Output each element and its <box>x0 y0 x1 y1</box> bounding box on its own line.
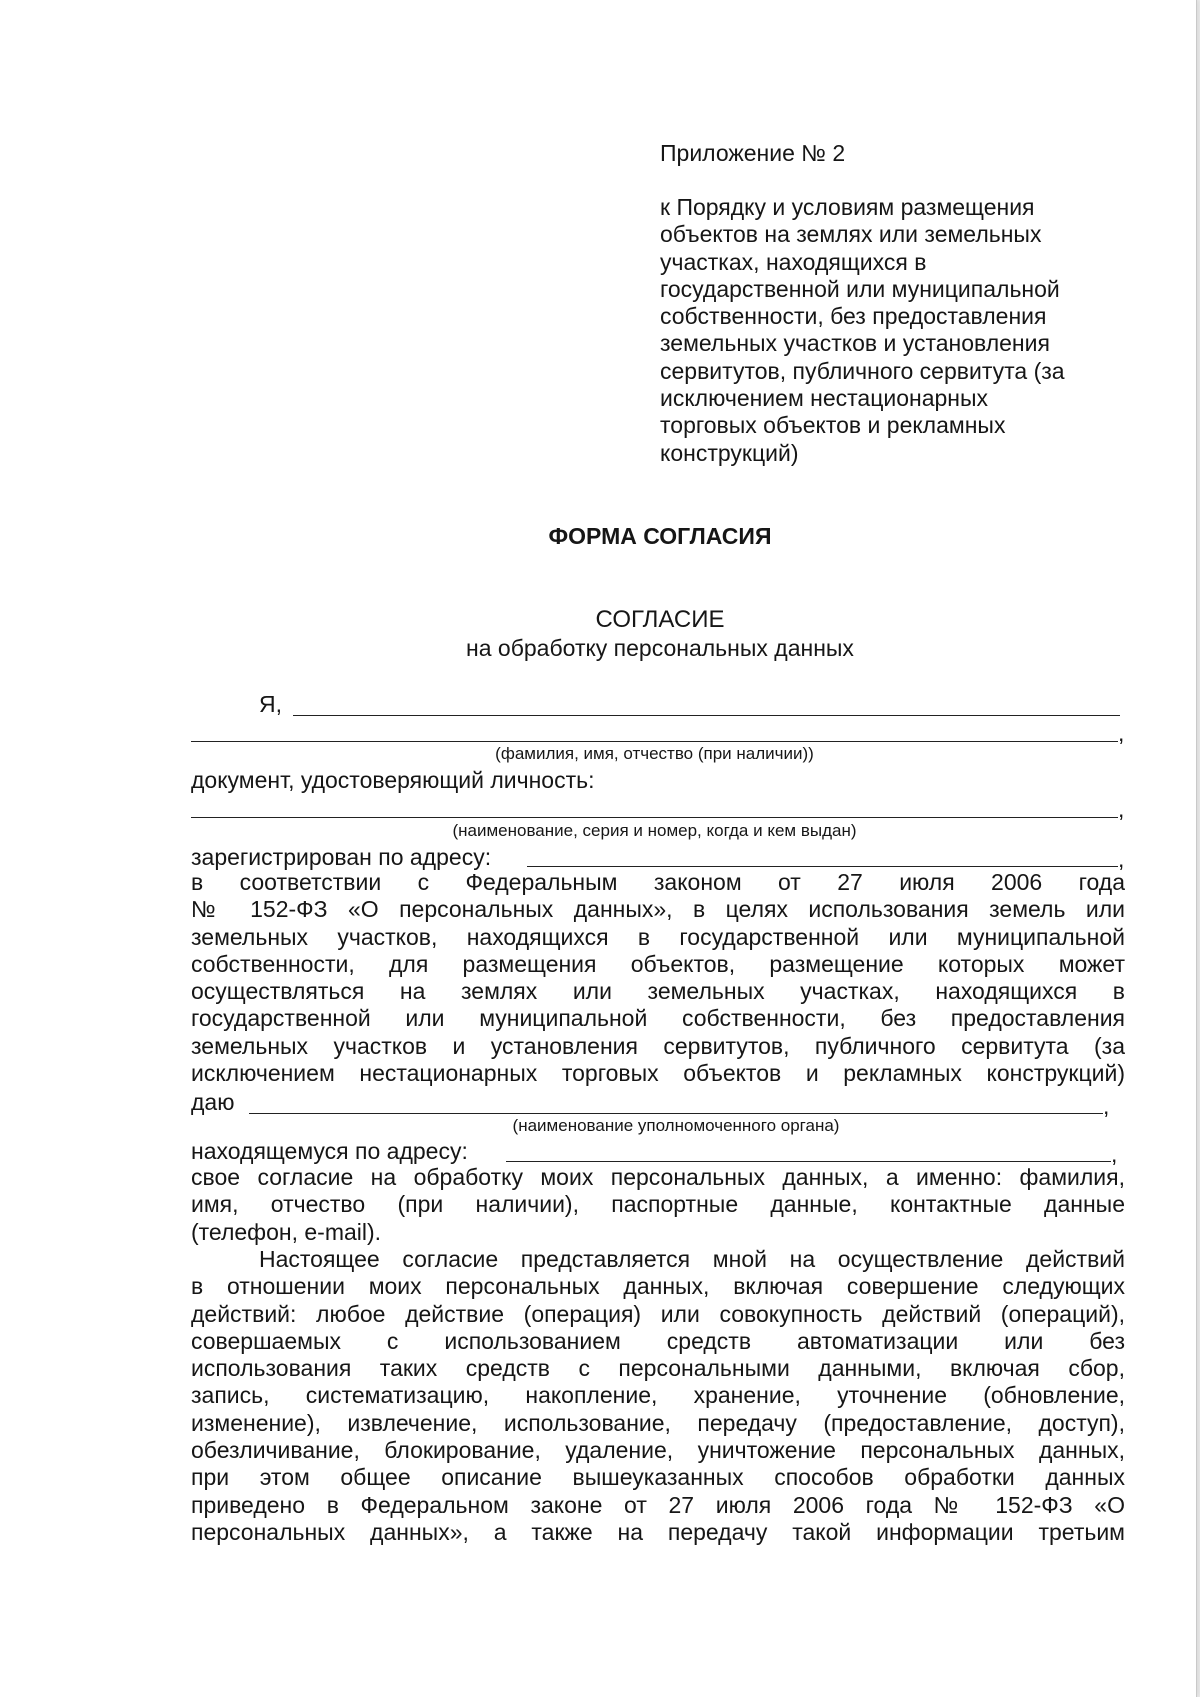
annex-line: исключением нестационарных <box>660 385 989 412</box>
annex-line: конструкций) <box>660 439 799 466</box>
text-line: земельных участков и установления сервитутов, публичного сервитута (за <box>191 1032 1125 1059</box>
text-line: государственной или муниципальной собственности, без предоставления <box>191 1005 1125 1032</box>
authority-caption: (наименование уполномоченного органа) <box>512 1116 840 1135</box>
consent-basis-paragraph <box>191 869 1125 1087</box>
id-document-label: документ, удостоверяющий личность: <box>191 767 595 793</box>
authority-address-label: находящемуся по адресу: <box>191 1138 468 1164</box>
authority-input-line[interactable] <box>249 1113 1103 1114</box>
id-document-input-line[interactable] <box>191 817 1118 818</box>
text-line: № 152-ФЗ «О персональных данных», в целях использования земель или <box>191 896 1125 923</box>
annex-title: Приложение № 2 <box>660 140 846 166</box>
give-label: даю <box>191 1089 235 1115</box>
annex-line: торговых объектов и рекламных <box>660 412 1006 439</box>
comma: , <box>1118 720 1125 746</box>
text-line: осуществляться на землях или земельных участках, находящихся в <box>191 978 1125 1005</box>
comma: , <box>1118 846 1125 872</box>
text-line: действий: любое действие (операция) или совокупность действий (операций), <box>191 1300 1125 1327</box>
comma: , <box>1118 796 1125 822</box>
text-line: обезличивание, блокирование, удаление, уничтожение персональных данных, <box>191 1437 1125 1464</box>
comma: , <box>1111 1141 1118 1167</box>
form-heading: ФОРМА СОГЛАСИЯ <box>548 523 772 549</box>
text-line: использования таких средств с персональными данными, включая сбор, <box>191 1355 1125 1382</box>
authority-address-input-line[interactable] <box>506 1161 1111 1162</box>
text-line: (телефон, e-mail). <box>191 1218 382 1245</box>
consent-actions-paragraph <box>191 1246 1125 1546</box>
text-line: исключением нестационарных торговых объектов и рекламных конструкций) <box>191 1060 1125 1087</box>
text-line: в отношении моих персональных данных, включая совершение следующих <box>191 1273 1125 1300</box>
text-line: свое согласие на обработку моих персональных данных, а именно: фамилия, <box>191 1164 1125 1190</box>
annex-line: объектов на землях или земельных <box>660 221 1042 248</box>
name-input-line-2[interactable] <box>191 741 1118 742</box>
document-title: СОГЛАСИЕ <box>595 606 725 633</box>
text-line: земельных участков, находящихся в государственной или муниципальной <box>191 923 1125 950</box>
annex-line: земельных участков и установления <box>660 330 1050 357</box>
annex-description <box>660 194 1120 467</box>
annex-line: участках, находящихся в <box>660 248 927 275</box>
name-input-line-1[interactable] <box>293 715 1120 716</box>
text-line: имя, отчество (при наличии), паспортные данные, контактные данные <box>191 1191 1125 1218</box>
comma: , <box>1103 1093 1110 1119</box>
document-subtitle: на обработку персональных данных <box>466 635 854 661</box>
text-line: в соответствии с Федеральным законом от 27 июля 2006 года <box>191 869 1125 895</box>
registered-address-input-line[interactable] <box>527 866 1118 867</box>
text-line: совершаемых с использованием средств автоматизации или без <box>191 1327 1125 1354</box>
text-line: приведено в Федеральном законе от 27 июля 2006 года № 152-ФЗ «О <box>191 1491 1125 1518</box>
i-label: Я, <box>259 691 282 717</box>
text-line: персональных данных», а также на передачу такой информации третьим <box>191 1518 1125 1545</box>
consent-scope-paragraph <box>191 1164 1125 1246</box>
annex-line: собственности, без предоставления <box>660 303 1047 330</box>
text-line: изменение), извлечение, использование, передачу (предоставление, доступ), <box>191 1409 1125 1436</box>
annex-line: сервитутов, публичного сервитута (за <box>660 357 1065 384</box>
text-line: собственности, для размещения объектов, размещение которых может <box>191 950 1125 977</box>
registered-address-label: зарегистрирован по адресу: <box>191 844 492 870</box>
text-line: Настоящее согласие представляется мной на осуществление действий <box>259 1246 1125 1272</box>
id-document-caption: (наименование, серия и номер, когда и кем выдан) <box>452 821 857 840</box>
annex-line: к Порядку и условиям размещения <box>660 194 1035 220</box>
annex-line: государственной или муниципальной <box>660 275 1060 302</box>
text-line: запись, систематизацию, накопление, хранение, уточнение (обновление, <box>191 1382 1125 1409</box>
name-caption: (фамилия, имя, отчество (при наличии)) <box>495 744 814 763</box>
text-line: при этом общее описание вышеуказанных способов обработки данных <box>191 1464 1125 1491</box>
